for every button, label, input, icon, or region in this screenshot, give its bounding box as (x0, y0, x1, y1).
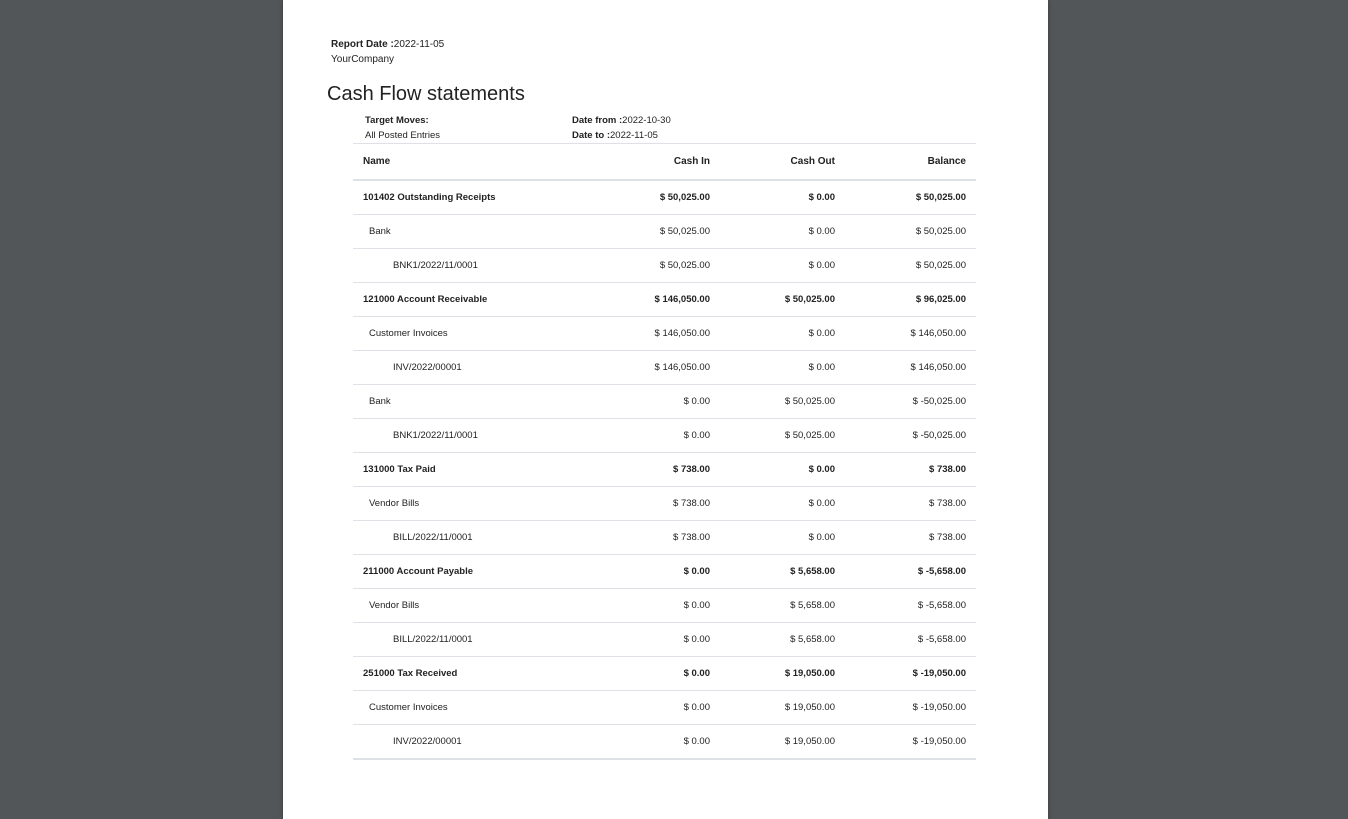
name-cell: INV/2022/00001 (353, 351, 623, 385)
cash-out-cell: $ 5,658.00 (720, 555, 845, 589)
cash-in-cell: $ 0.00 (623, 725, 720, 760)
cash-out-cell: $ 0.00 (720, 317, 845, 351)
account-row (353, 453, 976, 487)
cash-flow-table (353, 143, 976, 760)
name-cell: BILL/2022/11/0001 (353, 521, 623, 555)
cash-out-cell: $ 0.00 (720, 453, 845, 487)
balance-cell: $ -5,658.00 (845, 623, 976, 657)
balance-cell: $ 146,050.00 (845, 317, 976, 351)
account-row (353, 555, 976, 589)
cash-in-cell: $ 0.00 (623, 623, 720, 657)
balance-cell: $ 738.00 (845, 487, 976, 521)
table-body (353, 180, 976, 759)
balance-cell: $ -50,025.00 (845, 385, 976, 419)
balance-cell: $ 738.00 (845, 453, 976, 487)
header-cash-out: Cash Out (720, 144, 845, 181)
balance-cell: $ -5,658.00 (845, 589, 976, 623)
cash-out-cell: $ 50,025.00 (720, 419, 845, 453)
cash-in-cell: $ 738.00 (623, 487, 720, 521)
cash-out-cell: $ 0.00 (720, 351, 845, 385)
cash-in-cell: $ 146,050.00 (623, 351, 720, 385)
cash-out-cell: $ 5,658.00 (720, 589, 845, 623)
cash-out-cell: $ 50,025.00 (720, 283, 845, 317)
cash-out-cell: $ 5,658.00 (720, 623, 845, 657)
target-moves-label: Target Moves: (365, 115, 429, 126)
name-cell: BNK1/2022/11/0001 (353, 249, 623, 283)
cash-out-cell: $ 0.00 (720, 215, 845, 249)
report-date-label: Report Date : (331, 39, 394, 50)
balance-cell: $ 96,025.00 (845, 283, 976, 317)
journal-row (353, 691, 976, 725)
cash-in-cell: $ 0.00 (623, 419, 720, 453)
journal-row (353, 215, 976, 249)
name-cell: 131000 Tax Paid (353, 453, 623, 487)
move-row (353, 725, 976, 760)
cash-out-cell: $ 0.00 (720, 180, 845, 215)
cash-in-cell: $ 146,050.00 (623, 283, 720, 317)
balance-cell: $ -50,025.00 (845, 419, 976, 453)
name-cell: BILL/2022/11/0001 (353, 623, 623, 657)
name-cell: 101402 Outstanding Receipts (353, 180, 623, 215)
name-cell: Vendor Bills (353, 487, 623, 521)
cash-in-cell: $ 0.00 (623, 657, 720, 691)
date-to-label: Date to : (572, 130, 610, 141)
report-page (283, 0, 1048, 819)
cash-in-cell: $ 738.00 (623, 453, 720, 487)
cash-in-cell: $ 0.00 (623, 589, 720, 623)
cash-out-cell: $ 19,050.00 (720, 725, 845, 760)
cash-in-cell: $ 50,025.00 (623, 180, 720, 215)
cash-in-cell: $ 50,025.00 (623, 215, 720, 249)
report-date-line (331, 37, 444, 52)
name-cell: 121000 Account Receivable (353, 283, 623, 317)
report-date-value: 2022-11-05 (393, 39, 445, 50)
cash-out-cell: $ 0.00 (720, 487, 845, 521)
balance-cell: $ 50,025.00 (845, 215, 976, 249)
name-cell: 251000 Tax Received (353, 657, 623, 691)
move-row (353, 419, 976, 453)
journal-row (353, 385, 976, 419)
date-range-filter (572, 113, 671, 143)
name-cell: BNK1/2022/11/0001 (353, 419, 623, 453)
name-cell: Customer Invoices (353, 317, 623, 351)
cash-in-cell: $ 146,050.00 (623, 317, 720, 351)
account-row (353, 180, 976, 215)
name-cell: 211000 Account Payable (353, 555, 623, 589)
header-cash-in: Cash In (623, 144, 720, 181)
date-to-line (572, 128, 671, 143)
cash-in-cell: $ 0.00 (623, 691, 720, 725)
cash-in-cell: $ 738.00 (623, 521, 720, 555)
balance-cell: $ 50,025.00 (845, 249, 976, 283)
balance-cell: $ 50,025.00 (845, 180, 976, 215)
company-name: YourCompany (331, 54, 395, 65)
target-moves-filter (365, 113, 440, 143)
cash-in-cell: $ 0.00 (623, 385, 720, 419)
cash-out-cell: $ 0.00 (720, 521, 845, 555)
cash-out-cell: $ 0.00 (720, 249, 845, 283)
page-title: Cash Flow statements (327, 83, 525, 105)
cash-in-cell: $ 0.00 (623, 555, 720, 589)
cash-out-cell: $ 19,050.00 (720, 691, 845, 725)
date-from-value: 2022-10-30 (622, 115, 671, 126)
journal-row (353, 317, 976, 351)
account-row (353, 657, 976, 691)
move-row (353, 521, 976, 555)
header-name: Name (353, 144, 623, 181)
name-cell: Bank (353, 385, 623, 419)
cash-in-cell: $ 50,025.00 (623, 249, 720, 283)
balance-cell: $ -19,050.00 (845, 725, 976, 760)
balance-cell: $ -5,658.00 (845, 555, 976, 589)
name-cell: Vendor Bills (353, 589, 623, 623)
balance-cell: $ -19,050.00 (845, 691, 976, 725)
cash-out-cell: $ 50,025.00 (720, 385, 845, 419)
name-cell: Bank (353, 215, 623, 249)
move-row (353, 351, 976, 385)
date-from-line (572, 113, 671, 128)
name-cell: Customer Invoices (353, 691, 623, 725)
target-moves-value: All Posted Entries (365, 130, 440, 141)
header-balance: Balance (845, 144, 976, 181)
date-to-value: 2022-11-05 (610, 130, 658, 141)
balance-cell: $ 146,050.00 (845, 351, 976, 385)
journal-row (353, 487, 976, 521)
cash-out-cell: $ 19,050.00 (720, 657, 845, 691)
report-meta (331, 37, 444, 67)
move-row (353, 249, 976, 283)
journal-row (353, 589, 976, 623)
balance-cell: $ -19,050.00 (845, 657, 976, 691)
name-cell: INV/2022/00001 (353, 725, 623, 760)
move-row (353, 623, 976, 657)
table-header-row (353, 144, 976, 181)
account-row (353, 283, 976, 317)
balance-cell: $ 738.00 (845, 521, 976, 555)
date-from-label: Date from : (572, 115, 623, 126)
